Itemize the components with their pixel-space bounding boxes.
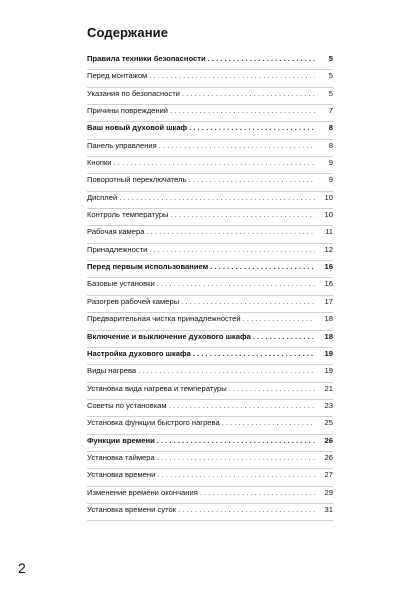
dot-leader <box>169 401 315 410</box>
toc-entry <box>87 401 333 418</box>
toc-entry-label: Функции времени <box>87 435 155 445</box>
toc-entry-label: Установка времени суток <box>87 504 177 514</box>
toc-entry <box>87 488 333 505</box>
dot-leader <box>146 227 315 236</box>
toc-entry <box>87 262 333 279</box>
toc-entry-page: 31 <box>324 504 333 514</box>
toc-entry-label: Установка вида нагрева и температуры <box>87 383 227 393</box>
dot-leader <box>182 89 315 98</box>
toc-entry <box>87 210 333 227</box>
toc-entry-label: Дисплей <box>87 192 118 202</box>
toc-entry <box>87 89 333 106</box>
page-number: 2 <box>18 560 26 576</box>
toc-entry-page: 10 <box>324 210 333 220</box>
dot-leader <box>157 470 315 479</box>
toc-entry-page: 26 <box>324 452 333 462</box>
toc-entry-page: 19 <box>324 348 333 358</box>
table-of-contents <box>87 54 333 522</box>
dot-leader <box>114 158 315 167</box>
toc-entry-label: Виды нагрева <box>87 366 137 376</box>
toc-entry-page: 10 <box>324 192 333 202</box>
toc-entry <box>87 366 333 383</box>
toc-entry <box>87 175 333 192</box>
toc-entry-page: 8 <box>328 140 333 150</box>
toc-entry <box>87 505 333 522</box>
toc-entry-label: Принадлежности <box>87 244 148 254</box>
toc-entry-page: 9 <box>328 158 333 168</box>
toc-entry-page: 16 <box>324 279 333 289</box>
toc-entry <box>87 314 333 331</box>
toc-entry-label: Разогрев рабочей камеры <box>87 296 180 306</box>
toc-entry-page: 11 <box>325 227 333 237</box>
toc-entry-label: Кнопки <box>87 158 112 168</box>
dot-leader <box>149 245 315 254</box>
toc-entry-label: Поворотный переключатель <box>87 175 187 185</box>
toc-entry-page: 5 <box>328 54 333 63</box>
toc-entry-page: 9 <box>328 175 333 185</box>
dot-leader <box>189 175 315 184</box>
toc-entry <box>87 54 333 71</box>
toc-entry-page: 21 <box>324 383 333 393</box>
toc-entry-label: Советы по установкам <box>87 400 167 410</box>
toc-entry-page: 26 <box>324 435 333 445</box>
dot-leader <box>210 262 315 271</box>
toc-entry <box>87 453 333 470</box>
toc-entry <box>87 106 333 123</box>
toc-entry <box>87 227 333 244</box>
toc-entry-label: Установка таймера <box>87 452 155 462</box>
toc-entry-label: Панель управления <box>87 140 157 150</box>
toc-entry-page: 7 <box>328 106 333 116</box>
toc-entry-label: Перед первым использованием <box>87 262 209 272</box>
toc-entry-page: 5 <box>328 71 333 81</box>
toc-entry-page: 18 <box>324 314 333 324</box>
toc-entry-label: Правила техники безопасности <box>87 54 206 63</box>
dot-leader <box>149 71 315 80</box>
toc-entry-page: 27 <box>324 470 333 480</box>
toc-entry <box>87 297 333 314</box>
toc-entry <box>87 418 333 435</box>
toc-entry-page: 8 <box>328 123 333 133</box>
toc-entry <box>87 349 333 366</box>
toc-entry-label: Установка времени <box>87 470 156 480</box>
dot-leader <box>119 193 315 202</box>
toc-entry-page: 23 <box>324 400 333 410</box>
toc-entry-label: Перед монтажом <box>87 71 148 81</box>
toc-entry <box>87 436 333 453</box>
dot-leader <box>229 384 315 393</box>
toc-entry-label: Настройка духового шкафа <box>87 348 191 358</box>
dot-leader <box>157 436 315 445</box>
toc-entry-page: 18 <box>324 331 333 341</box>
toc-entry-page: 17 <box>324 296 333 306</box>
toc-entry-page: 29 <box>324 487 333 497</box>
dot-leader <box>253 332 315 341</box>
dot-leader <box>200 488 315 497</box>
page-title: Содержание <box>87 25 169 40</box>
dot-leader <box>157 279 315 288</box>
toc-entry <box>87 71 333 88</box>
toc-entry-label: Контроль температуры <box>87 210 169 220</box>
toc-entry-label: Ваш новый духовой шкаф <box>87 123 188 133</box>
toc-entry-label: Указания по безопасности <box>87 88 180 98</box>
toc-entry-page: 19 <box>324 366 333 376</box>
toc-entry <box>87 245 333 262</box>
dot-leader <box>159 141 315 150</box>
toc-entry <box>87 332 333 349</box>
toc-entry-label: Предварительная чистка принадлежностей <box>87 314 241 324</box>
toc-entry <box>87 279 333 296</box>
toc-entry-label: Рабочая камера <box>87 227 145 237</box>
toc-entry <box>87 384 333 401</box>
dot-leader <box>138 366 315 375</box>
toc-entry-label: Причины повреждений <box>87 106 169 116</box>
dot-leader <box>222 418 315 427</box>
dot-leader <box>243 314 315 323</box>
dot-leader <box>157 453 315 462</box>
toc-entry-page: 12 <box>324 244 333 254</box>
dot-leader <box>171 210 315 219</box>
dot-leader <box>170 106 315 115</box>
dot-leader <box>193 349 315 358</box>
toc-entry <box>87 470 333 487</box>
toc-entry <box>87 193 333 210</box>
toc-entry <box>87 158 333 175</box>
toc-entry-page: 5 <box>328 88 333 98</box>
toc-entry-page: 25 <box>324 418 333 428</box>
toc-entry <box>87 123 333 140</box>
toc-entry-label: Включение и выключение духового шкафа <box>87 331 251 341</box>
toc-entry-label: Изменение времени окончания <box>87 487 198 497</box>
toc-entry-page: 16 <box>324 262 333 272</box>
toc-entry-label: Установка функции быстрого нагрева <box>87 418 220 428</box>
dot-leader <box>189 123 315 132</box>
dot-leader <box>181 297 315 306</box>
dot-leader <box>178 505 315 514</box>
toc-entry-label: Базовые установки <box>87 279 155 289</box>
dot-leader <box>208 54 315 63</box>
toc-entry <box>87 141 333 158</box>
